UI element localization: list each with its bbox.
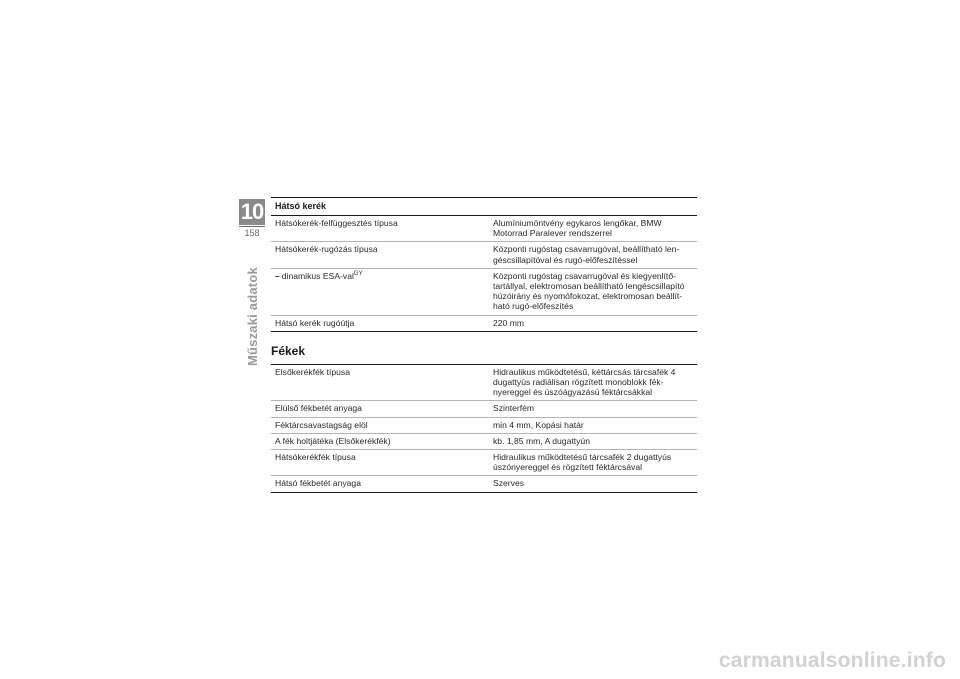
content [271, 197, 697, 493]
table-row [271, 268, 697, 315]
chapter-badge [239, 199, 265, 239]
chapter-number: 10 [240, 199, 264, 224]
spec-label: Hátsókerék-felfüggesztés típusa [275, 218, 398, 228]
spec-value: min 4 mm, Kopási határ [493, 419, 584, 430]
table-row [271, 417, 697, 433]
page-number: 158 [239, 226, 265, 239]
spec-value: Alumíniumöntvény egykaros lengőkar, BMW Motorrad Paralever rendszerrel [493, 218, 662, 239]
spec-value: Hidraulikus működtetésű, kéttárcsás tárcsafék 4 dugattyús radiálisan rögzített monoblokk fék-nyereggel és úszóágyazású féktárcsákkal [493, 366, 676, 398]
spec-value: Szinterfém [493, 403, 535, 414]
spec-label: A fék holtjátéka (Elsőkerékfék) [275, 435, 391, 446]
spec-value: Hidraulikus működtetésű tárcsafék 2 dugattyús úszónyereggel és rögzített féktárcsával [493, 452, 672, 473]
spec-label-text: dinamikus ESA-val [281, 270, 354, 281]
chapter-title: Műszaki adatok [245, 267, 260, 366]
brakes-heading: Fékek [271, 343, 306, 358]
spec-label: Elsőkerékfék típusa [275, 366, 350, 377]
table-row [271, 216, 697, 242]
spec-label [271, 268, 489, 315]
spec-value: Központi rugóstag csavarrugóval és kiegyenlítő-tartállyal, elektromosan beállítható lengéscsillapító húzóirány és nyomófokozat, elektromosan beállít-ható rugó-előfeszítés [493, 270, 685, 312]
spec-label: Hátsó fékbetét anyaga [275, 478, 361, 489]
spec-value: kb. 1,85 mm, A dugattyún [493, 435, 590, 446]
table-row [271, 242, 697, 268]
table-row [271, 450, 697, 476]
table-row [271, 364, 697, 401]
rear-wheel-table [271, 215, 697, 332]
dash-marker: – [275, 270, 280, 281]
rear-wheel-heading: Hátsó kerék [271, 197, 697, 215]
spec-label: Hátsókerékfék típusa [275, 452, 356, 463]
spec-label: Hátsó kerék rugóútja [275, 317, 355, 328]
brakes-table [271, 364, 697, 493]
table-row [271, 315, 697, 331]
spec-label: Hátsókerék-rugózás típusa [275, 244, 378, 255]
watermark: carmanualsonline.info [718, 649, 946, 672]
spec-value: Központi rugóstag csavarrugóval, beállítható len-géscsillapítóval és rugó-előfeszítéssel [493, 244, 680, 265]
table-row [271, 476, 697, 492]
spec-value: 220 mm [493, 317, 525, 328]
spec-label: Elülső fékbetét anyaga [275, 403, 362, 414]
spec-value: Szerves [493, 478, 525, 489]
equipment-code: GY [353, 270, 363, 277]
spec-label: Féktárcsavastagság elöl [275, 419, 368, 430]
table-row [271, 401, 697, 417]
table-row [271, 433, 697, 449]
